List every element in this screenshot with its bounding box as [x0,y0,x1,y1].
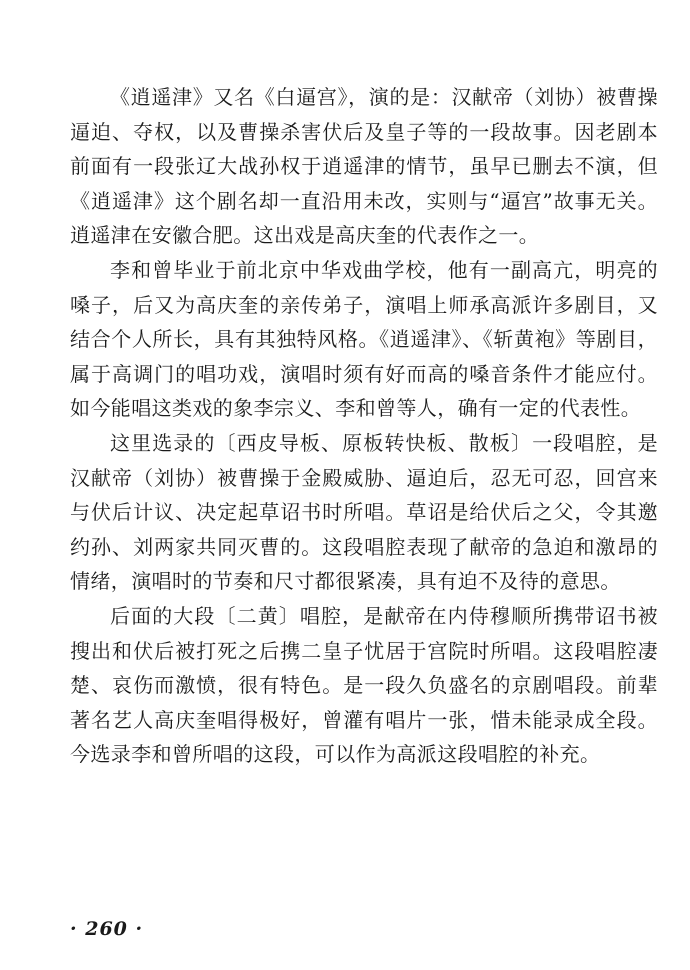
paragraph-1: 《逍遥津》又名《白逼宫》，演的是：汉献帝（刘协）被曹操逼迫、夺权，以及曹操杀害伏后及皇子等的一段故事。因老剧本前面有一段张辽大战孙权于逍遥津的情节，虽早已删去不演，但《逍遥津》这个剧名却一直沿用未改，实则与“逼宫”故事无关。逍遥津在安徽合肥。这出戏是高庆奎的代表作之一。 [70,85,658,248]
page-body [70,80,658,772]
paragraph-2: 李和曾毕业于前北京中华戏曲学校，他有一副高亢，明亮的嗓子，后又为高庆奎的亲传弟子，演唱上师承高派许多剧目，又结合个人所长，具有其独特风格。《逍遥津》、《斩黄袍》等剧目，属于高调门的唱功戏，演唱时须有好而高的嗓音条件才能应付。如今能唱这类戏的象李宗义、李和曾等人，确有一定的代表性。 [70,257,658,421]
paragraph-3: 这里选录的〔西皮导板、原板转快板、散板〕一段唱腔，是汉献帝（刘协）被曹操于金殿威胁、逼迫后，忍无可忍，回宫来与伏后计议、决定起草诏书时所唱。草诏是给伏后之父，令其邀约孙、刘两家共同灭曹的。这段唱腔表现了献帝的急迫和激昂的情绪，演唱时的节奏和尺寸都很紧凑，具有迫不及待的意思。 [70,430,658,594]
page-number: · 260 · [70,918,144,940]
paragraph-4: 后面的大段〔二黄〕唱腔，是献帝在内侍穆顺所携带诏书被搜出和伏后被打死之后携二皇子忧居于宫院时所唱。这段唱腔凄楚、哀伤而激愤，很有特色。是一段久负盛名的京剧唱段。前辈著名艺人高庆奎唱得极好，曾灌有唱片一张，惜未能录成全段。今选录李和曾所唱的这段，可以作为高派这段唱腔的补充。 [70,603,658,767]
